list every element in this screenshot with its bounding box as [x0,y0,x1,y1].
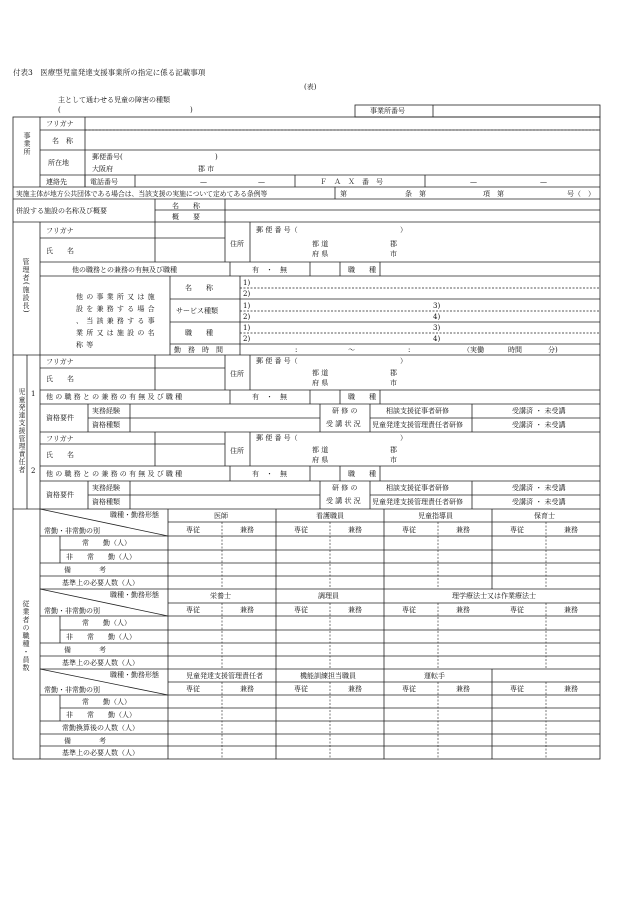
cm1-other-duty: 他 の 職 務 と の 兼 務 の 有 無 及 び 職 種 [46,393,183,401]
g3-col-1: 児童発達支援管理責任者 [186,672,263,680]
g1-fulltime-sep: 常勤・非常勤の別 [44,527,100,535]
g2-ken-2: 兼務 [348,606,362,614]
cm1-name: 氏 名 [46,375,74,383]
manager-city-1: 郡 [390,240,397,248]
g3-col-3: 運転手 [424,672,445,680]
hours-hours: 時間 [508,346,522,354]
c-service-4: 4) [433,313,441,321]
cm1-exp: 実務経験 [92,407,120,415]
cm1-city-1: 郡 [390,369,397,377]
c-service-1: 1) [243,302,251,310]
hours-minutes: 分) [548,346,558,354]
office-fax-label: Ｆ Ａ Ｘ 番 号 [320,178,383,186]
disability-paren-open: ( [58,106,61,114]
manager-job: 職 種 [348,266,376,274]
cm2-city-2: 市 [390,456,397,464]
manager-pref-2: 府 県 [312,250,329,258]
office-city: 郡 市 [198,165,215,173]
ordinance-jou: 条 第 [405,190,426,198]
office-name-label: 名 称 [52,137,73,145]
facility-summary-label: 概 要 [172,213,200,221]
g3-note: 備 考 [64,737,106,745]
cm2-name: 氏 名 [46,451,74,459]
c-job-1: 1) [243,324,251,332]
g2-sen-4: 専従 [510,606,524,614]
cm1-pref-2: 府 県 [312,379,329,387]
g3-sen-4: 専従 [510,685,524,693]
g3-col-2: 機能訓練担当職員 [300,672,356,680]
g1-col-1: 医師 [214,512,228,520]
cm1-postal: 郵 便 番 号（ [256,357,298,365]
cm2-pref-1: 都 道 [312,446,329,454]
fax-dash-1: — [470,178,477,186]
g2-sen-3: 専従 [402,606,416,614]
cm1-city-2: 市 [390,379,397,387]
ordinance-gou: 号（ ） [567,190,595,198]
office-furigana-label: フリガナ [46,120,74,128]
concurrent-name: 名 称 [185,284,213,292]
fax-dash-2: — [540,178,547,186]
g2-col-3: 理学療法士又は作業療法士 [452,592,536,600]
hours-actual: （実働 [463,346,484,354]
cm1-status-2[interactable]: 受講済 ・ 未受講 [512,421,566,429]
cm1-job: 職 種 [348,393,376,401]
g1-ken-3: 兼務 [456,526,470,534]
c-job-4: 4) [433,335,441,343]
manager-other-duty: 他の職務との兼務の有無及び職種 [72,266,177,274]
g1-note: 備 考 [64,566,106,574]
cm1-qual: 資格要件 [46,414,74,422]
g3-conv: 常勤換算後の人数（人） [62,724,139,732]
g1-col-4: 保育士 [534,512,555,520]
g1-job-form: 職種・勤務形態 [110,511,159,519]
g1-base: 基準上の必要人数（人） [62,579,139,587]
g3-fulltime-sep: 常勤・非常勤の別 [44,686,100,694]
cm2-postal: 郵 便 番 号（ [256,434,298,442]
c-job-3: 3) [433,324,441,332]
cm2-status-1[interactable]: 受講済 ・ 未受講 [512,484,566,492]
cm1-status-1[interactable]: 受講済 ・ 未受講 [512,407,566,415]
g1-col-2: 看護職員 [316,512,344,520]
cm1-course-2: 児童発達支援管理責任者研修 [372,421,463,429]
cm1-course-1: 相談支援従事者研修 [386,407,449,415]
g2-part: 非 常 勤（人） [66,633,136,641]
cm1-furigana: フリガナ [46,358,74,366]
g1-ken-4: 兼務 [564,526,578,534]
g3-sen-1: 専従 [186,685,200,693]
g2-fulltime-sep: 常勤・非常勤の別 [44,607,100,615]
g1-part: 非 常 勤（人） [66,553,136,561]
child-mgr-side-label: 児童発達支援管理責任者 [17,388,25,474]
g3-job-form: 職種・勤務形態 [110,671,159,679]
manager-postal-close: ） [400,226,407,234]
manager-side-label: 管理者(施設長) [22,258,30,314]
manager-city-2: 市 [390,250,397,258]
g3-ken-2: 兼務 [348,685,362,693]
disability-label: 主として通わせる児童の障害の種類 [58,96,170,104]
g1-sen-1: 専従 [186,526,200,534]
phone-dash-1: — [200,178,207,186]
hours-tilde: 〜 [348,346,355,354]
office-contact-label: 連絡先 [46,178,67,186]
g3-full: 常 勤（人） [82,698,131,706]
hours-colon-2: : [408,346,411,354]
ordinance-label: 実施主体が地方公共団体である場合は、当該支援の実施について定めてある条例等 [16,190,268,198]
form-title: 付表3 医療型児童発達支援事業所の指定に係る記載事項 [13,68,206,77]
ordinance-dai: 第 [340,190,347,198]
cm2-postal-close: ） [400,434,407,442]
disability-paren-close: ) [190,106,193,114]
g1-sen-2: 専従 [294,526,308,534]
g3-ken-3: 兼務 [456,685,470,693]
front-label: (表) [304,83,317,91]
g2-col-2: 調理員 [318,592,339,600]
facility-label: 併設する施設の名称及び概要 [16,207,107,215]
office-postal-label: 郵便番号( [92,153,123,161]
g3-part: 非 常 勤（人） [66,711,136,719]
cm1-training-2: 受 講 状 況 [326,420,361,428]
manager-address-label: 住所 [230,240,244,248]
g2-sen-1: 専従 [186,606,200,614]
office-number-label: 事業所番号 [370,107,405,115]
g1-sen-4: 専従 [510,526,524,534]
cm2-job: 職 種 [348,470,376,478]
g3-ken-4: 兼務 [564,685,578,693]
concurrent-hours: 勤 務 時 間 [174,346,223,354]
cm2-course-1: 相談支援従事者研修 [386,484,449,492]
g1-ken-2: 兼務 [348,526,362,534]
manager-postal-label: 郵 便 番 号（ [256,226,298,234]
phone-dash-2: — [258,178,265,186]
cm1-yesno: 有 ・ 無 [252,393,287,401]
cm2-city-1: 郡 [390,446,397,454]
cm2-address: 住所 [230,447,244,455]
office-postal-close: ) [215,153,218,161]
cm2-training-1: 研 修 の [332,484,358,492]
g2-ken-1: 兼務 [240,606,254,614]
g2-col-1: 栄養士 [210,592,231,600]
child-mgr-index-2: 2 [31,467,36,475]
c-job-2: 2) [243,335,251,343]
cm1-postal-close: ） [400,357,407,365]
c-service-2: 2) [243,313,251,321]
c-service-3: 3) [433,302,441,310]
c-name-1: 1) [243,279,251,287]
c-name-2: 2) [243,290,251,298]
manager-pref-1: 都 道 [312,240,329,248]
concurrent-service: サービス種類 [176,307,218,315]
g1-ken-1: 兼務 [240,526,254,534]
g2-job-form: 職種・勤務形態 [110,591,159,599]
child-mgr-index-1: 1 [31,390,36,398]
cm2-furigana: フリガナ [46,435,74,443]
cm2-kind: 資格種類 [92,498,120,506]
manager-name-label: 氏 名 [46,247,74,255]
cm2-course-2: 児童発達支援管理責任者研修 [372,498,463,506]
g1-col-3: 児童指導員 [418,512,453,520]
g2-full: 常 勤（人） [82,619,131,627]
cm1-pref-1: 都 道 [312,369,329,377]
cm1-kind: 資格種類 [92,421,120,429]
concurrent-job: 職 種 [185,329,213,337]
cm2-exp: 実務経験 [92,484,120,492]
g2-note: 備 考 [64,646,106,654]
g3-sen-3: 専従 [402,685,416,693]
cm2-qual: 資格要件 [46,491,74,499]
g3-ken-1: 兼務 [240,685,254,693]
g2-ken-4: 兼務 [564,606,578,614]
hours-colon-1: : [295,346,298,354]
cm1-training-1: 研 修 の [332,407,358,415]
cm2-status-2[interactable]: 受講済 ・ 未受講 [512,498,566,506]
g2-sen-2: 専従 [294,606,308,614]
concurrent-label: 他 の 事 業 所 又 は 施 設 を 兼 務 す る 場 合 、 当 該 兼 務 す る 事 業 所 又 は 施 設 の 名 称 等 [76,293,156,349]
g2-ken-3: 兼務 [456,606,470,614]
g3-base: 基準上の必要人数（人） [62,749,139,757]
cm2-yesno: 有 ・ 無 [252,470,287,478]
office-side-label: 事業所 [23,132,31,156]
cm1-address: 住所 [230,370,244,378]
office-location-label: 所在地 [48,159,69,167]
g1-sen-3: 専従 [402,526,416,534]
manager-yesno: 有 ・ 無 [252,266,287,274]
g2-base: 基準上の必要人数（人） [62,659,139,667]
cm2-other-duty: 他 の 職 務 と の 兼 務 の 有 無 及 び 職 種 [46,470,183,478]
ordinance-kou: 項 第 [483,190,504,198]
g1-full: 常 勤（人） [82,539,131,547]
g3-sen-2: 専従 [294,685,308,693]
cm2-training-2: 受 講 状 況 [326,497,361,505]
cm2-pref-2: 府 県 [312,456,329,464]
office-prefecture: 大阪府 [92,165,113,173]
staff-side-label: 従業者の職種・員数 [22,600,30,672]
manager-furigana-label: フリガナ [46,227,74,235]
facility-name-label: 名 称 [172,202,200,210]
office-phone-label: 電話番号 [90,178,118,186]
